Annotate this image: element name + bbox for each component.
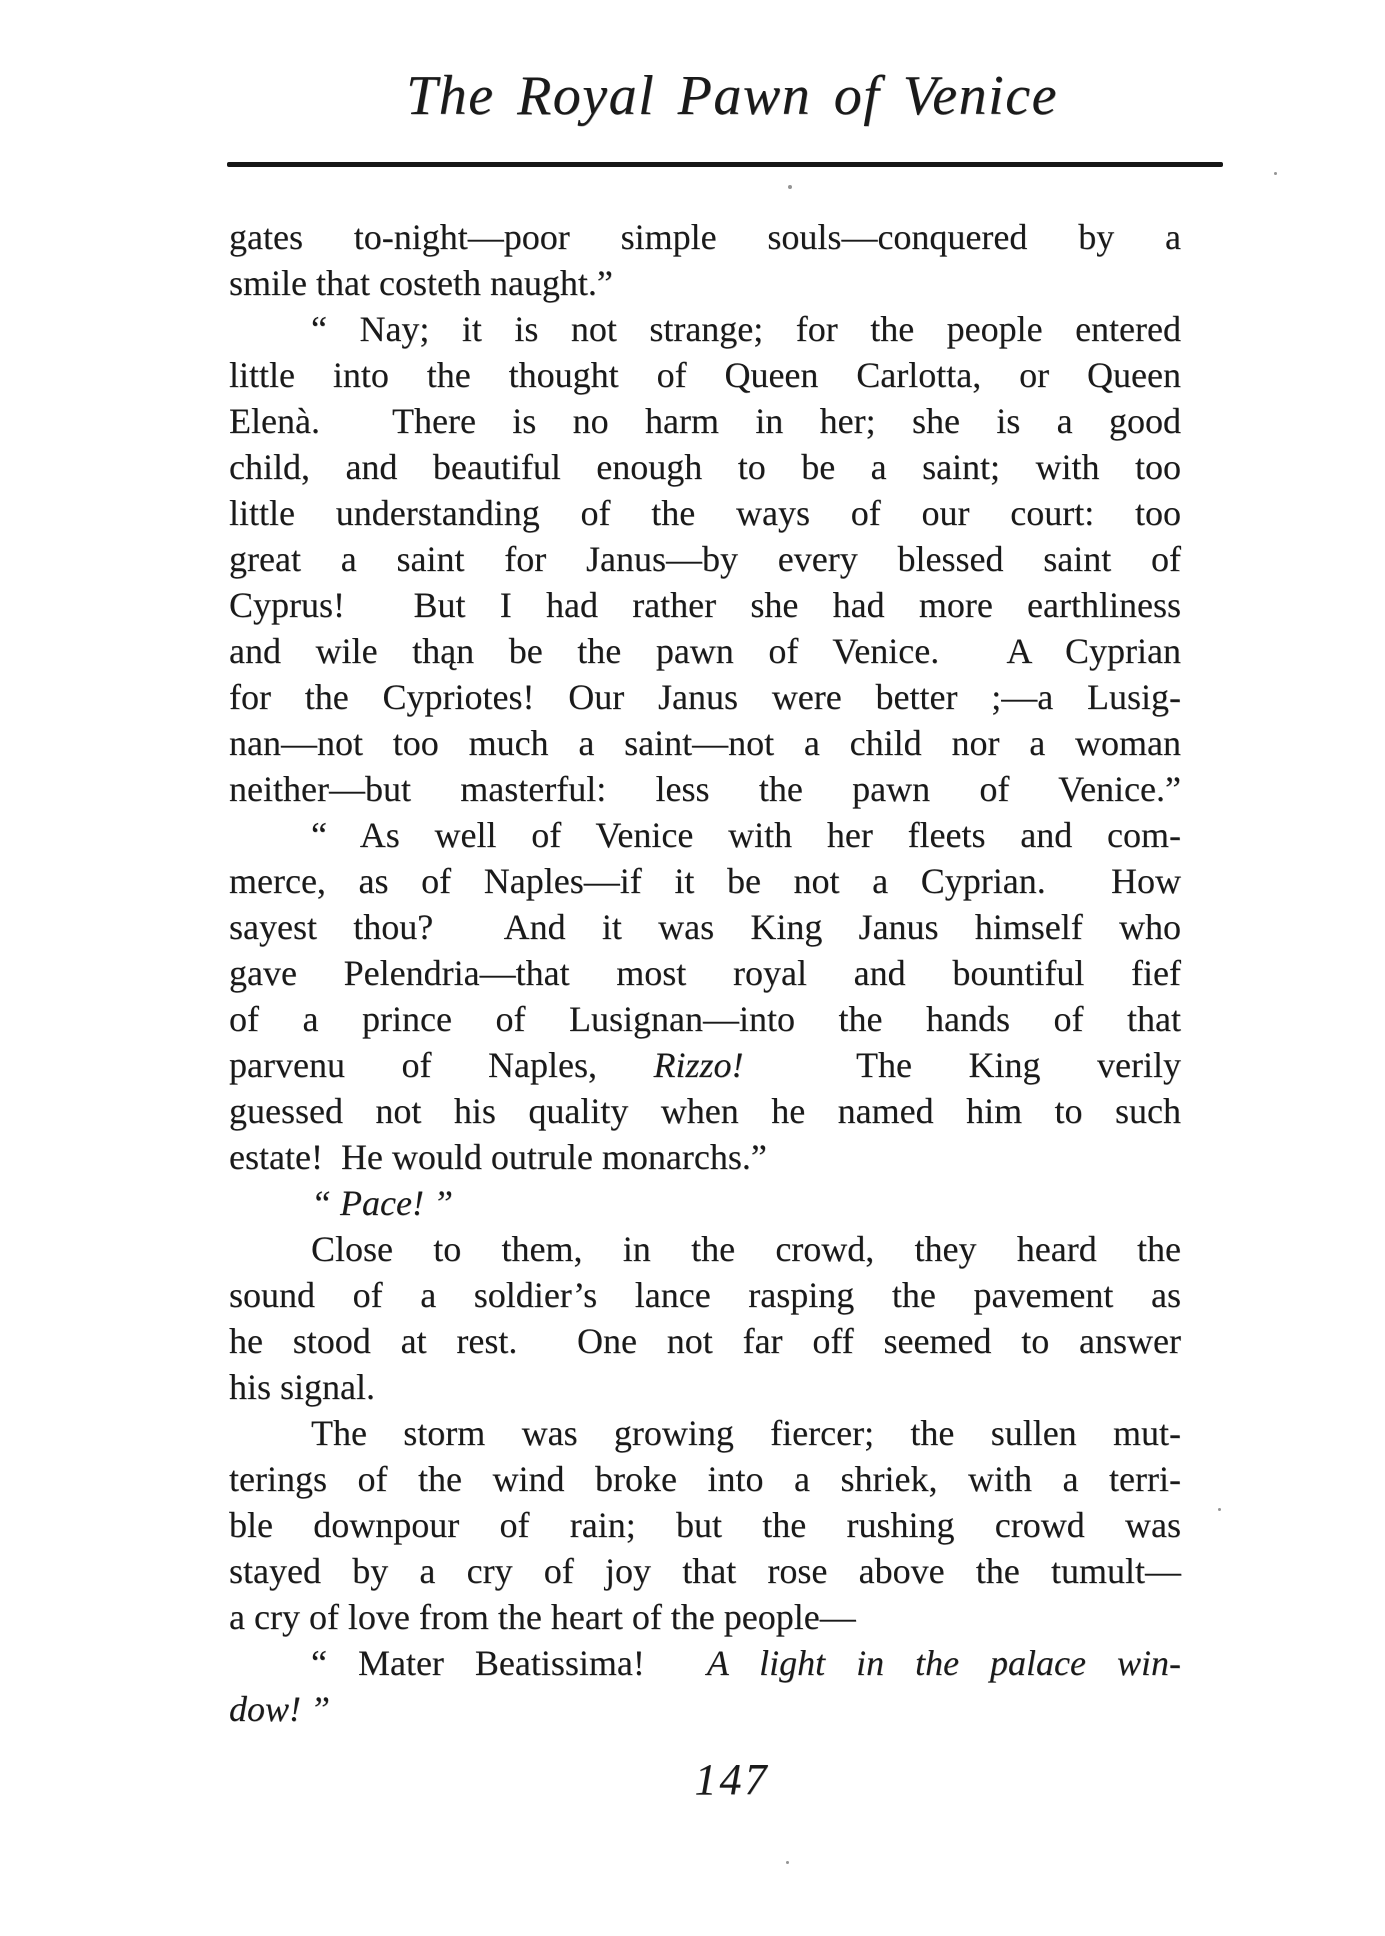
text-line <box>229 1594 1181 1640</box>
text-line <box>229 1318 1181 1364</box>
text-segment: little understanding of the ways of our court: too <box>229 493 1181 533</box>
text-line <box>229 1042 1181 1088</box>
text-line <box>229 812 1181 858</box>
text-segment: Close to them, in the crowd, they heard the <box>311 1229 1181 1269</box>
text-line <box>229 1134 1181 1180</box>
text-segment: smile that costeth naught.” <box>229 263 613 303</box>
text-segment: Cyprus! But I had rather she had more earthliness <box>229 585 1181 625</box>
text-line <box>229 1686 1181 1732</box>
text-line <box>229 1180 1181 1226</box>
text-line <box>229 490 1181 536</box>
text-block <box>229 214 1181 1732</box>
italic-text-segment: “ Pace! ” <box>311 1183 453 1223</box>
text-line <box>229 858 1181 904</box>
text-segment: neither—but masterful: less the pawn of Venice.” <box>229 769 1181 809</box>
text-segment: estate! He would outrule monarchs.” <box>229 1137 767 1177</box>
text-segment: merce, as of Naples—if it be not a Cyprian. How <box>229 861 1181 901</box>
text-segment: “ Nay; it is not strange; for the people entered <box>311 309 1181 349</box>
text-segment: great a saint for Janus—by every blessed saint of <box>229 539 1181 579</box>
text-segment: for the Cypriotes! Our Janus were better ;—a Lusig- <box>229 677 1181 717</box>
text-segment: “ As well of Venice with her fleets and com- <box>311 815 1181 855</box>
scan-speck <box>1218 1508 1221 1511</box>
text-segment: The storm was growing fiercer; the sullen mut- <box>311 1413 1181 1453</box>
text-line <box>229 720 1181 766</box>
page-header <box>380 65 1084 127</box>
text-segment: parvenu of Naples, <box>229 1045 654 1085</box>
text-segment: terings of the wind broke into a shriek, with a terri- <box>229 1459 1181 1499</box>
text-segment: his signal. <box>229 1367 376 1407</box>
text-line <box>229 260 1181 306</box>
text-line <box>229 950 1181 996</box>
text-line <box>229 996 1181 1042</box>
italic-text-segment: A light in the palace win- <box>706 1643 1181 1683</box>
text-segment: stayed by a cry of joy that rose above the tumult— <box>229 1551 1181 1591</box>
text-segment: sound of a soldier’s lance rasping the pavement as <box>229 1275 1181 1315</box>
text-segment: ble downpour of rain; but the rushing crowd was <box>229 1505 1181 1545</box>
scan-speck <box>788 185 792 189</box>
text-segment: he stood at rest. One not far off seemed to answer <box>229 1321 1181 1361</box>
text-line <box>229 1272 1181 1318</box>
text-line <box>229 904 1181 950</box>
text-segment: a cry of love from the heart of the people— <box>229 1597 856 1637</box>
italic-text-segment: dow! ” <box>229 1689 331 1729</box>
text-segment: child, and beautiful enough to be a saint; with too <box>229 447 1181 487</box>
text-segment: little into the thought of Queen Carlotta, or Queen <box>229 355 1181 395</box>
text-line <box>229 766 1181 812</box>
header-rule <box>227 162 1223 167</box>
text-line <box>229 1410 1181 1456</box>
text-line <box>229 1226 1181 1272</box>
text-line <box>229 1088 1181 1134</box>
page-number: 147 <box>694 1755 770 1804</box>
text-segment: of a prince of Lusignan—into the hands of that <box>229 999 1181 1039</box>
running-head-title: The Royal Pawn of Venice <box>406 65 1058 127</box>
text-segment: Elenà. There is no harm in her; she is a good <box>229 401 1181 441</box>
text-segment: nan—not too much a saint—not a child nor a woman <box>229 723 1181 763</box>
text-segment: guessed not his quality when he named him to such <box>229 1091 1181 1131</box>
text-line <box>229 674 1181 720</box>
italic-text-segment: Rizzo! <box>653 1045 744 1085</box>
text-line <box>229 214 1181 260</box>
text-line <box>229 306 1181 352</box>
text-segment: The King verily <box>743 1045 1181 1085</box>
text-line <box>229 1548 1181 1594</box>
text-line <box>229 1456 1181 1502</box>
scan-speck <box>1274 172 1277 175</box>
text-line <box>229 582 1181 628</box>
text-line <box>229 398 1181 444</box>
text-line <box>229 444 1181 490</box>
text-line <box>229 536 1181 582</box>
text-segment: gates to-night—poor simple souls—conquered by a <box>229 217 1181 257</box>
text-line <box>229 1640 1181 1686</box>
text-segment: and wile thąn be the pawn of Venice. A Cyprian <box>229 631 1181 671</box>
text-segment: “ Mater Beatissima! <box>311 1643 707 1683</box>
text-line <box>229 352 1181 398</box>
text-line <box>229 1502 1181 1548</box>
text-line <box>229 628 1181 674</box>
text-segment: sayest thou? And it was King Janus himself who <box>229 907 1181 947</box>
text-segment: gave Pelendria—that most royal and bountiful fief <box>229 953 1181 993</box>
scan-speck <box>786 1861 789 1864</box>
text-line <box>229 1364 1181 1410</box>
